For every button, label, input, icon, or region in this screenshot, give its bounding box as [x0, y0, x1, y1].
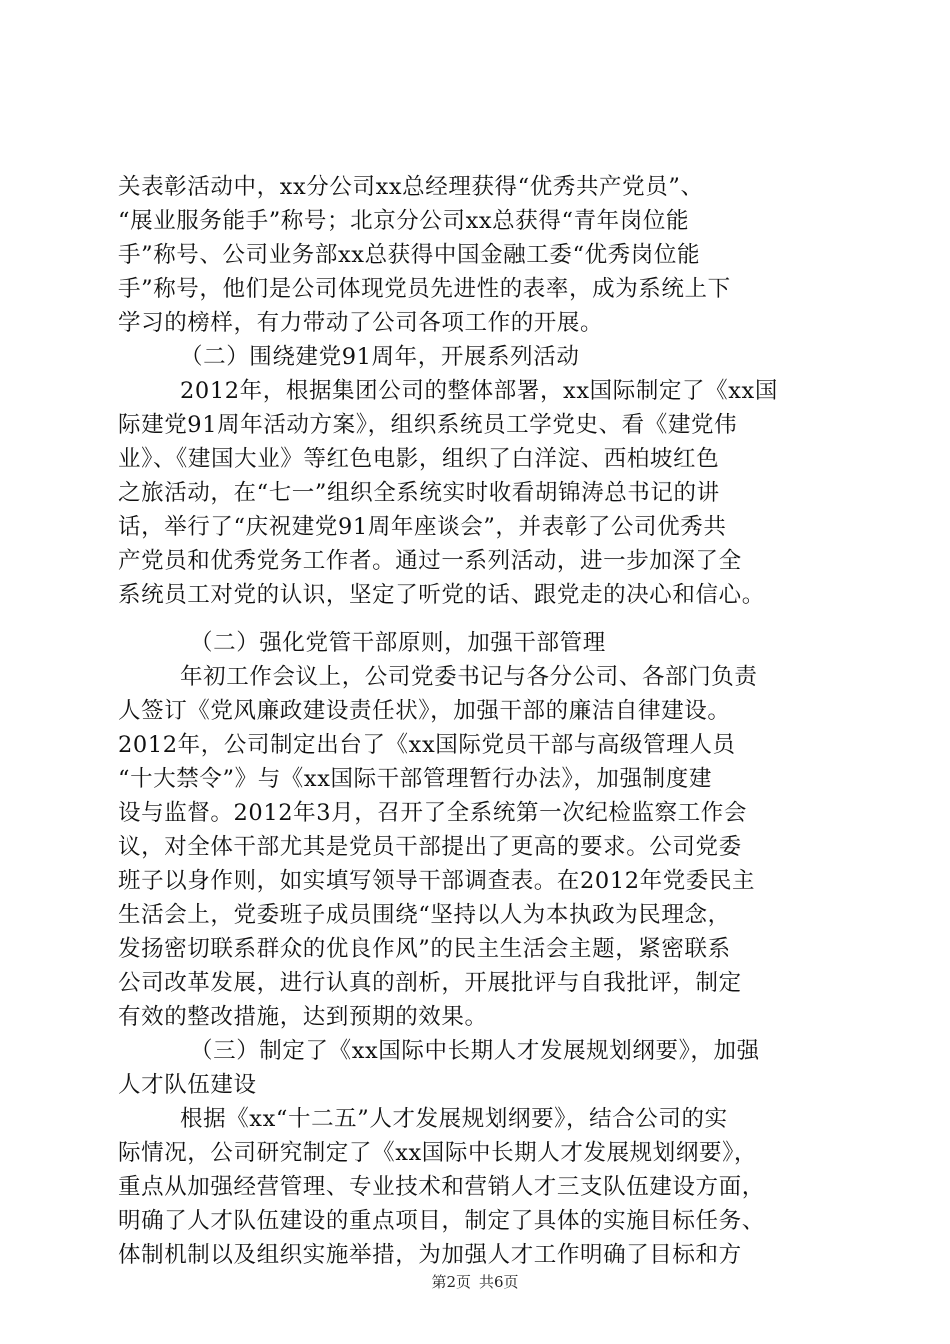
page-total: 共6页 — [479, 1273, 519, 1291]
text-line: 体制机制以及组织实施举措，为加强人才工作明确了目标和方 — [118, 1242, 742, 1268]
text-line: 公司改革发展，进行认真的剖析，开展批评与自我批评，制定 — [118, 970, 742, 996]
text-line: 手”称号、公司业务部xx总获得中国金融工委“优秀岗位能 — [118, 242, 701, 268]
section-heading: （三）制定了《xx国际中长期人才发展规划纲要》，加强 — [190, 1038, 760, 1064]
text-line: 业》、《建国大业》等红色电影，组织了白洋淀、西柏坡红色 — [118, 446, 720, 472]
paragraph-first-line: 年初工作会议上，公司党委书记与各分公司、各部门负责 — [180, 664, 758, 690]
text-line: “展业服务能手”称号；北京分公司xx总获得“青年岗位能 — [118, 208, 690, 234]
text-line: 产党员和优秀党务工作者。通过一系列活动，进一步加深了全 — [118, 548, 742, 574]
page-footer — [0, 1272, 950, 1292]
text-line: 议，对全体干部尤其是党员干部提出了更高的要求。公司党委 — [118, 834, 742, 860]
text-line: “十大禁令”》与《xx国际干部管理暂行办法》，加强制度建 — [118, 766, 712, 792]
text-line: 际情况，公司研究制定了《xx国际中长期人才发展规划纲要》， — [118, 1140, 758, 1166]
text-line: 手”称号，他们是公司体现党员先进性的表率，成为系统上下 — [118, 276, 731, 302]
paragraph-first-line: 根据《xx“十二五”人才发展规划纲要》，结合公司的实 — [180, 1106, 728, 1132]
text-line: 有效的整改措施，达到预期的效果。 — [118, 1004, 488, 1030]
text-line: 发扬密切联系群众的优良作风”的民主生活会主题，紧密联系 — [118, 936, 731, 962]
text-line: 人签订《党风廉政建设责任状》，加强干部的廉洁自律建设。 — [118, 698, 731, 724]
text-line: 学习的榜样，有力带动了公司各项工作的开展。 — [118, 310, 604, 336]
text-line: 重点从加强经营管理、专业技术和营销人才三支队伍建设方面， — [118, 1174, 765, 1200]
text-line: 话，举行了“庆祝建党91周年座谈会”，并表彰了公司优秀共 — [118, 514, 727, 540]
text-line: 2012年，公司制定出台了《xx国际党员干部与高级管理人员 — [118, 732, 736, 758]
paragraph-first-line: 2012年，根据集团公司的整体部署，xx国际制定了《xx国 — [180, 378, 778, 404]
page-number: 第2页 — [431, 1273, 471, 1291]
text-line: 明确了人才队伍建设的重点项目，制定了具体的实施目标任务、 — [118, 1208, 765, 1234]
text-line: 之旅活动，在“七一”组织全系统实时收看胡锦涛总书记的讲 — [118, 480, 720, 506]
section-heading: （二）强化党管干部原则，加强干部管理 — [190, 630, 606, 656]
text-line: 生活会上，党委班子成员围绕“坚持以人为本执政为民理念， — [118, 902, 731, 928]
text-line: 际建党91周年活动方案》，组织系统员工学党史、看《建党伟 — [118, 412, 738, 438]
text-line: 班子以身作则，如实填写领导干部调查表。在2012年党委民主 — [118, 868, 756, 894]
text-line: 系统员工对党的认识，坚定了听党的话、跟党走的决心和信心。 — [118, 582, 765, 608]
section-heading: （二）围绕建党91周年，开展系列活动 — [180, 344, 580, 370]
text-line: 设与监督。2012年3月，召开了全系统第一次纪检监察工作会 — [118, 800, 747, 826]
text-line: 关表彰活动中，xx分公司xx总经理获得“优秀共产党员”、 — [118, 174, 704, 200]
section-heading-continued: 人才队伍建设 — [118, 1072, 257, 1098]
